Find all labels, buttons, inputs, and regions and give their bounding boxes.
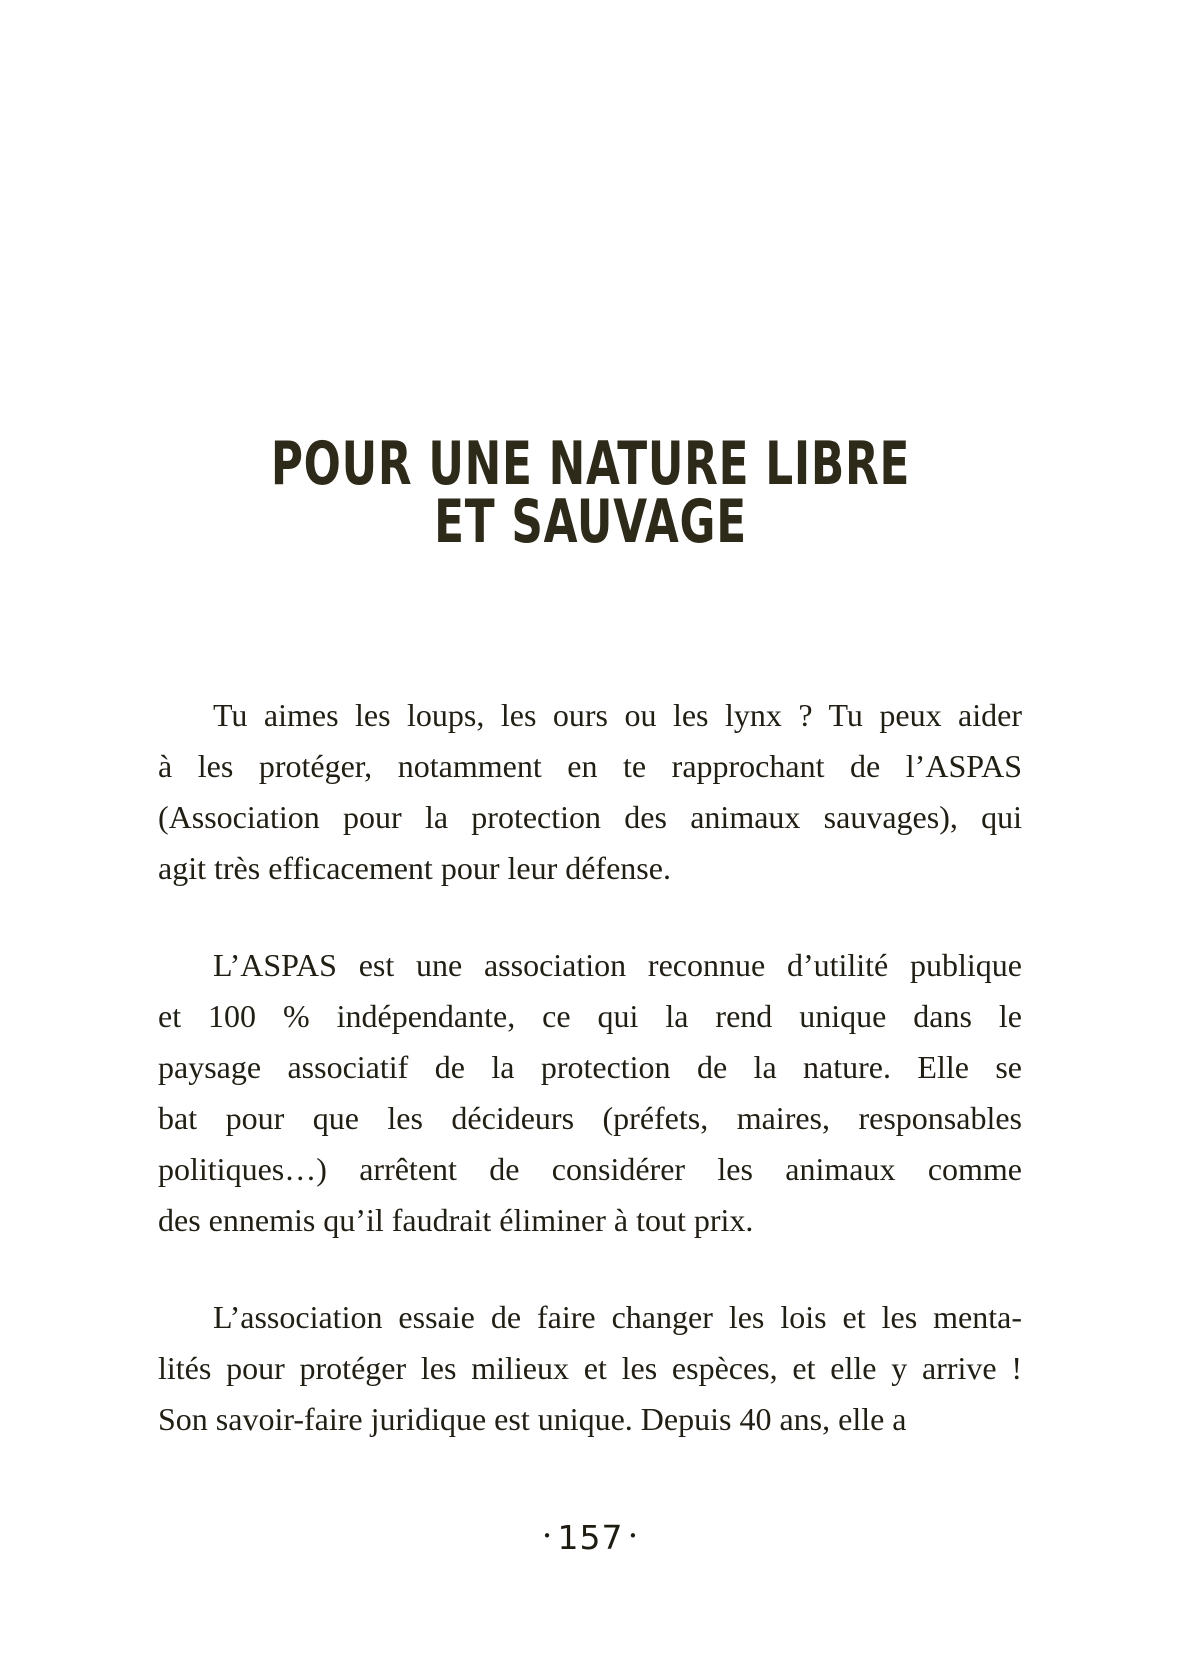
text-line: et 100 % indépendante, ce qui la rend unique dans le xyxy=(158,998,1022,1034)
page-number-dot-left: • xyxy=(542,1527,553,1545)
text-line: Tu aimes les loups, les ours ou les lynx ? Tu peux aider xyxy=(213,697,1022,733)
text-line: à les protéger, notamment en te rapprochant de l’ASPAS xyxy=(158,748,1022,784)
chapter-title xyxy=(159,429,1021,557)
page-number-dot-right: • xyxy=(628,1527,639,1545)
text-line: lités pour protéger les milieux et les espèces, et elle y arrive ! xyxy=(158,1350,1022,1386)
paragraph-1 xyxy=(158,690,1022,894)
paragraph-3 xyxy=(158,1292,1022,1445)
paragraph-2 xyxy=(158,940,1022,1246)
page-footer xyxy=(0,1518,1181,1557)
text-line: politiques…) arrêtent de considérer les animaux comme xyxy=(158,1151,1022,1187)
page-number: 157 xyxy=(557,1518,624,1557)
chapter-title-line-2: ET SAUVAGE xyxy=(434,487,747,557)
text-line: bat pour que les décideurs (préfets, maires, responsables xyxy=(158,1100,1022,1136)
text-line: des ennemis qu’il faudrait éliminer à tout prix. xyxy=(158,1202,754,1238)
text-line: L’ASPAS est une association reconnue d’utilité publique xyxy=(213,947,1022,983)
text-line: (Association pour la protection des animaux sauvages), qui xyxy=(158,799,1022,835)
text-line: agit très efficacement pour leur défense. xyxy=(158,850,671,886)
body-text xyxy=(158,690,1022,1445)
chapter-title-line-1: POUR UNE NATURE LIBRE xyxy=(270,429,911,499)
text-line: Son savoir-faire juridique est unique. Depuis 40 ans, elle a xyxy=(158,1401,907,1437)
text-line: paysage associatif de la protection de la nature. Elle se xyxy=(158,1049,1022,1085)
text-line: L’association essaie de faire changer les lois et les menta- xyxy=(213,1299,1022,1335)
